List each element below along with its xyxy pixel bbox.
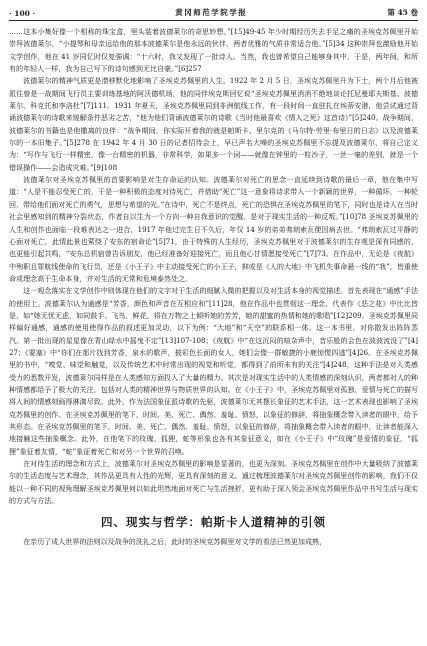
article-body bbox=[9, 26, 418, 549]
paragraph-3: 波德莱尔对圣埃克苏佩里的首要影响是对生存命运的认知。波德莱尔对死亡的思念一直延续到诗歌的最后一章，他在集中写道：“人是不能忍受死亡的，于是一种积极的态度对待死亡，并借助“死亡”这一意象将诗求带入一个新颖的世界，一种循环，一种轮回，带给他们面对死亡的勇气，思想与希望的光。”在诗中，死亡不是终点，死亡的恐惧在圣埃克苏佩里的笔下，同时也是诗人在当时社会里感知到的精神分裂状态，作者自以生为一个方向一种自我意识的觉醒，是对于现实生活的一种反叛。”[10]78 圣埃克苏佩里的人生和创作也面临一段难表达之一进合，1917 年他过完生日不久后，年仅 14 岁的弟弟弗朗索瓦便因病去世。“弗朗索瓦过平静的心面对死亡，此情此景也萦绕了安东的宿命论”[5]71，由于特殊的人生经历，圣埃克苏佩里对于波德莱尔的生存观是深有同感的，也更能引起共鸣，“安东总机宿曾告诉朋友，他已经准备好迎接死亡，而且他心甘情愿接受死亡”[7]73。在作品中，无论是《夜航》中殉职且罪航线使命的飞行员，还是《小王子》中主动接受死亡的小王子，抑或是《人的大地》中飞机失事命悬一线的“我”，皆重使命或理念高于生命本身，并对生活的无常和危境泰然处之。 bbox=[9, 175, 418, 283]
paragraph-2: 波德莱尔的精神气质更是潜移默化地影响了圣埃克苏佩里的人生。1922 年 2 月 5 日，圣埃克苏佩里升为下士，两个月后他被派往曾是一战期间飞行员主要训练基地的阿沃德机场，他的同伴埃克斯回忆说“圣埃克苏佩里消消不绝地谈论托尼曼耶夫斯基、波德莱尔、科克托和李洛杜”[7]111。1931 年夏天，圣埃克苏佩里同到非洲航线工作，有一段时间一直驻扎在埃蒂安港，他尝试通过背诵波德莱尔的诗歌来缓解条件恶劣之苦，“他为他们背诵波德莱尔的诗歌《当时他最喜欢《情人之死》这首诗》”[5]240。战争期间，波德莱尔的书籍也是他撒离的良伴：“战争期间，你实际开着我的就是帕斯卡、里尔克的《马尔特·劳里·布里日的日志》以及波德莱尔的一本旧集子。”[5]278 在 1942 年 4 月 30 日的记者招待会上，早已声名大噪的圣埃克苏佩里不忘提及波德莱尔，将自己定义为：“写作与飞行一样精密，像一台精密的机器，非常科学，如果多一个词——就像在钟里的一粒沙子，一丝一毫的差别，就是一个错误操作——会造成灾难。”[9]108 bbox=[9, 76, 418, 172]
paragraph-4: 这一观念落实在文学创作中则体现在他们的文字对于生活的细腻入微的把握以及对生活本身的视觉描述。首先表现在“通感”手法的使用上。波德莱尔认为通感是“芳香，颜色和声音在互相应和”[11]28，他在作品中也贯彻这一理念，代表作《恶之花》中比比皆是，如“她无忧无虑，如同鼓手、飞鸟，鲜花，将在万物之上倾听她的芳芳，她的甜蜜的热情和她的歌唱”[12]209。圣埃克苏佩里同样偏好通感，通感的使用使得作品的叙述更加灵动，以下为例：“大地”和“天空”的联系相一体。这一本书里，对你散发出阵阵蒸汽。第一批出现的星星像在青山绿水中摇曳不定”[13]107-108；《夜航》中“在这沉闷的喧杂声中，音乐般的会色在波波流没了”[4]27；《要塞》中“你们在那片找到芳香，泉水的歌声，披彩色长面的女人，她们会像一群敏捷的小鹿惊慌四逃”[4]26。在圣埃克苏佩里的书中，“嗅觉、味觉和触觉，以及传统艺术中时常出现的视觉和听觉，都得到了前所未有的关注”[4]248，这种手法是对人类感受力的悉数开发，波德莱尔同样是在人类感知方面投入了大量的精力。其次是对现实生活中的人类情感的深刻认识，两者都对人的种种情感都给予了极大的关注，包括对人类的精神世界与物质世界的认知。在《小王子》中，圣埃克苏佩里对孤独、爱情与死亡的描写将人间的情感刻画得淋漓尽致。此外，作为法国象征派诗歌的先驱，波德莱尔无其摆长象征的艺术手法，这一艺术表现也影响了圣埃克苏佩里的创作。在圣埃克苏佩里的笔下，时间、美、死亡、偶然、羞耻、愤怒，以象征的修辞，将抽象概念带入读者的眼中，给予其形态。在圣埃克苏佩里的笔下，时间、美、死亡、偶然、羞耻、愤怒，以象征的修辞，将抽象概念带入读者的眼中，让读者能深入地接触这些抽象概念。此外，在他笔下的玫瑰、狐狸，蛇等形象也各有其象征意义，如在《小王子》中“玫瑰”是爱情的象征，“狐狸”象征着友情，“蛇”象征着死亡和对另一个世界的召唤。 bbox=[9, 286, 418, 456]
paragraph-6: 在亲历了成人世界的法则以及战争的洗礼之后，此时的圣埃克苏佩里对文学的看法已然更加成熟， bbox=[23, 537, 327, 547]
paragraph-5: 在对待生活的理念和方式上，波德莱尔对圣埃克苏佩里的影响是显著的，也更为深刻。圣埃克苏佩里在创作中大量吸纳了波德莱尔的生活态度与艺术理念，其作品更具有人性的光辉，更具有深刻的意义。通过梳理波德莱尔对圣埃克苏佩里创作的影响，我们不仅能以一种不同的视角理解圣埃克苏佩里何以如此坦然地面对死亡与生活挫折，更有助于深入领会圣埃克苏佩里作品中书写生活与现实的方式与方法。 bbox=[9, 459, 418, 506]
paragraph-1: ……这本小集好像一个相称的珠宝盒，里头装着波德莱尔的奇思妙想。”[15]49-45 年少时期经历失去手足之痛的圣埃克苏佩里开始崇拜波德莱尔，“小提琴和母亲远给他的那本波德莱尔是他永远的伙伴，两者优雅的气质非常适合他。”[5]34 这种崇拜也激励他开始文学创作，他在 41 岁同忆时仅复强调：“十六时，我又发现了一批诗人。当然，我也曾希望自己能够身其中，于是，两年间，和所有的年轻人一样，我为自己写下的诗句感到无比自豪。”[6]257 bbox=[9, 27, 418, 74]
journal-title: 黄冈师范学院学报 bbox=[175, 8, 248, 17]
page-number: · 100 · bbox=[9, 9, 36, 18]
running-header bbox=[9, 4, 418, 21]
volume-label: 第 45 卷 bbox=[387, 8, 418, 17]
section-heading: 四、现实与哲学：帕斯卡人道精神的引领 bbox=[101, 515, 326, 530]
